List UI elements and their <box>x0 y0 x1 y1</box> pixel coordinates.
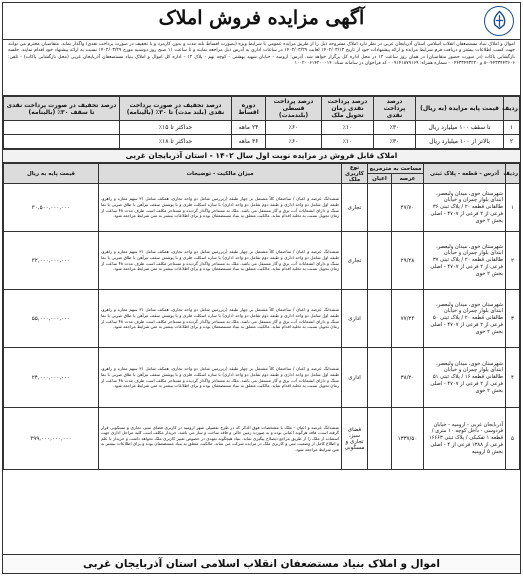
installment-cell <box>4 135 120 149</box>
property-base-price: ۳۹۹,۰۰۰,۰۰۰,۰۰۰ <box>4 408 99 470</box>
installment-header-cell: درصد تخفیف در صورت پرداخت نقدی تا سقف ۳۰٪ (بالینامه) <box>4 97 120 121</box>
intro-paragraph: اموال و املاک بنیاد مستضعفان انقلاب اسلامی استان آذربایجان غربی در نظر دارد املاک مشروحه ذیل را از طریق مزایده عمومی با شرایط ویژه (بصورت اقساط بلند مدت و بدون کارمزد و با تخفیف در صورت پرداخت نقدی) واگذار نماید. متقاضیان محترم می توانند جهت کسب اطلاعات بیشتر و دریافت فرم شرایط مزایده و ارائه پیشنهادات خود از تاریخ ۱۴۰۲/۰۳/۱۳ لغایت ۱۴۰۲/۰۳/۲۹ در ساعات اداری به آدرس ذیل مراجعه نمایند و تا ساعت ۱۱ صبح روز دوشنبه مورخ ۱۴۰۲/۰۳/۲۹ نسبت به ارائه پیشنهاد خود اقدام نمایند. جلسه بازگشایی پاکات (در صورت حضور متقاضیان) در همان روز ساعت ۱۲ در محل اداره کل برگزار خواهد شد. آدرس: ارومیه - خیابان شهید بهشتی - کوچه نهم - پلاک ۱۲ - اداره کل اموال و املاک بنیاد مستضعفان آذربایجان غربی (محل بازگشایی پاکات) - تلفن: ۰۴۴۳۳۴۴۳۶۰۶-۸ و ۰۴۴۳۳۴۴۳۲۲۰ - شماره همراه: ۰۹۱۴۱۸۷۹۱۶۹ - کد فراخوان در سامانه ستاد: ۱۰۰۲۰۰۶۱۴۲۰۰۰۱۴ <box>3 40 520 96</box>
property-description: ششدانگ عرصه و اعیان / ساختمان کلاً مشتمل بر چهار طبقه (زیرزمین شامل دو واحد تجاری، همکف شامل ۳۱ سهم مغازه و راهرو، طبقه اول شامل دو واحد اداری و طبقه دوم شامل دو واحد اداری) با سازه اسکلت فلزی و با پوشش سقف تیرآهن با طاق ضربی با نما سنگ و دارای انشعابات آب، برق و گاز مستقل می باشد. ملک به مستاجر واگذار گردیده و مستاجر مکلف است ظرف مدت ۴۸ ساعت از زمان تحویل نسبت به تخلیه اقدام نماید. مالکیت متعلق به بنیاد مستضعفان بوده و برای اطلاعات بیشتر به متن شرایط مراجعه شود. <box>99 290 342 348</box>
property-number: ۵ <box>506 408 520 470</box>
property-base-price: ۳۰,۵۰۰,۰۰۰,۰۰۰ <box>4 184 99 232</box>
installment-cell: ۲ <box>504 135 520 149</box>
installment-cell: ۳۶ ماهه <box>232 135 266 149</box>
property-land-area: ۲۹/۲۸ <box>392 232 424 290</box>
installment-cell: ۱ <box>504 121 520 135</box>
property-description: ششدانگ عرصه و اعیان / ساختمان کلاً مشتمل بر چهار طبقه (زیرزمین شامل دو واحد تجاری، همکف شامل ۳۱ سهم مغازه و راهرو، طبقه اول شامل دو واحد اداری و طبقه دوم شامل دو واحد اداری) با سازه اسکلت فلزی و با پوشش سقف تیرآهن با طاق ضربی با نما سنگ و دارای انشعابات آب، برق و گاز مستقل می باشد. ملک به مستاجر واگذار گردیده و مستاجر مکلف است ظرف مدت ۴۸ ساعت از زمان تحویل نسبت به تخلیه اقدام نماید. مالکیت متعلق به بنیاد مستضعفان بوده و برای اطلاعات بیشتر به متن شرایط مراجعه شود. <box>99 184 342 232</box>
property-usage: تجاری <box>342 232 368 290</box>
property-row <box>4 408 520 470</box>
property-base-price: ۳۲,۰۰۰,۰۰۰,۰۰۰ <box>4 232 99 290</box>
installment-row <box>4 121 520 135</box>
footer-organization: اموال و املاک بنیاد مستضعفان انقلاب اسلامی استان آذربایجان غربی <box>3 554 520 573</box>
installment-header-cell: قیمت پایه مزایده (به ریال) <box>416 97 504 121</box>
installment-cell: ٪۶۰ <box>266 135 322 149</box>
installment-header-cell: ردیف <box>504 97 520 121</box>
property-building-area <box>368 348 392 408</box>
installment-cell: ٪۱۰ <box>322 121 374 135</box>
property-description: ششدانگ عرصه و اعیان / ساختمان کلاً مشتمل بر چهار طبقه (زیرزمین شامل دو واحد تجاری، همکف شامل ۳۱ سهم مغازه و راهرو، طبقه اول شامل دو واحد اداری و طبقه دوم شامل دو واحد اداری) با سازه اسکلت فلزی و با پوشش سقف تیرآهن با طاق ضربی با نما سنگ و دارای انشعابات آب، برق و گاز مستقل می باشد. ملک به مستاجر واگذار گردیده و مستاجر مکلف است ظرف مدت ۴۸ ساعت از زمان تحویل نسبت به تخلیه اقدام نماید. مالکیت متعلق به بنیاد مستضعفان بوده و برای اطلاعات بیشتر به متن شرایط مراجعه شود. <box>99 232 342 290</box>
property-row <box>4 232 520 290</box>
col-land-header: عرصه <box>392 174 424 184</box>
property-row <box>4 348 520 408</box>
property-usage: اداری <box>342 348 368 408</box>
property-address: شهرستان خوی، میدان ولیعصر، ابتدای بلوار چمران و خیابان طالقانی قطعه ۱۶ / پلاک ثبتی ۵۱ فرعی از ۲ فرعی از ۴۷۰۷ - اصلی بخش ۲ خوی <box>424 348 506 408</box>
property-base-price: ۲۴,۰۰۰,۰۰۰,۰۰۰ <box>4 348 99 408</box>
installment-row <box>4 135 520 149</box>
auction-notice-page <box>2 2 521 574</box>
notice-header <box>3 3 520 40</box>
col-building-header: اعیان <box>368 174 392 184</box>
property-address: شهرستان خوی، میدان ولیعصر، ابتدای بلوار چمران و خیابان طالقانی قطعه ۲۰ / پلاک ثبتی ۳۶ فرعی از ۲ فرعی از ۴۷۰۷ - اصلی بخش ۲ خوی <box>424 184 506 232</box>
installment-header-cell: درصد تخفیف در صورت پرداخت نقدی (بلند مدت) تا ۳۰٪ (بالینامه) <box>120 97 232 121</box>
property-number: ۳ <box>506 290 520 348</box>
installment-cell: ٪۳۰ <box>374 135 416 149</box>
col-usage-header: نوع کاربری ملک <box>342 164 368 184</box>
property-land-area: ۱۳۳۷/۵۰ <box>392 408 424 470</box>
property-address: شهرستان خوی، میدان ولیعصر، ابتدای بلوار چمران و خیابان طالقانی قطعه ۲۰ / پلاک ثبتی ۳۷ فرعی از ۲ فرعی از ۴۷۰۷ - اصلی بخش ۲ خوی <box>424 232 506 290</box>
col-address-header: آدرس - قطعه - پلاک ثبتی <box>424 164 506 184</box>
installment-cell: ۲۴ ماهه <box>232 121 266 135</box>
property-land-area: ۳۸/۲۰ <box>392 348 424 408</box>
property-description: ششدانگ عرصه و اعیان - ملک با مشخصات فوق الذکر که در طرح تفصیلی شهر ارومیه در کاربری فضای سبز، تجاری و مسکونی قرار گرفته است، فاقد هرگونه اعیانی بوده و به صورت زمین خالی و فاقد ساخت و ساز می باشد. خریدار مکلف است کلیه مراحل اداری جهت استفاده از ملک را از طریق مراجع ذیصلاح پیگیری نماید. بنیاد هیچگونه تعهدی در خصوص تغییر کاربری ملک نخواهد داشت و خریدار با علم و اطلاع کامل از وضعیت ثبتی و کاربری ملک در مزایده شرکت می نماید. مالکیت متعلق به بنیاد مستضعفان بوده و برای اطلاعات بیشتر به متن شرایط مراجعه شود. <box>99 408 342 470</box>
installment-header-cell: درصد پرداخت نقدی زمان تحویل ملک <box>322 97 374 121</box>
col-description-header: میزان مالکیت - توضیحات <box>99 164 342 184</box>
installment-terms-table <box>3 96 520 149</box>
property-land-area: ۷۷/۲۴ <box>392 290 424 348</box>
property-address: آذربایجان غربی - ارومیه - خیابان فردوسی - داخل کوچه ۱۰ متری / قطعه ۱ تفکیکی / پلاک ثبتی ۱۶۶۶۳ فرعی از ۱۳۸۸ فرعی از ۴ - اصلی بخش ۵ ارومیه <box>424 408 506 470</box>
property-usage: تجاری <box>342 184 368 232</box>
property-description: ششدانگ عرصه و اعیان / ساختمان کلاً مشتمل بر چهار طبقه (زیرزمین شامل دو واحد تجاری، همکف شامل ۳۱ سهم مغازه و راهرو، طبقه اول شامل دو واحد اداری و طبقه دوم شامل دو واحد اداری) با سازه اسکلت فلزی و با پوشش سقف تیرآهن با طاق ضربی با نما سنگ و دارای انشعابات آب، برق و گاز مستقل می باشد. ملک به مستاجر واگذار گردیده و مستاجر مکلف است ظرف مدت ۴۸ ساعت از زمان تحویل نسبت به تخلیه اقدام نماید. مالکیت متعلق به بنیاد مستضعفان بوده و برای اطلاعات بیشتر به متن شرایط مراجعه شود. <box>99 348 342 408</box>
property-building-area <box>368 408 392 470</box>
property-building-area <box>368 232 392 290</box>
property-land-area: ۴۷/۷۰ <box>392 184 424 232</box>
property-number: ۲ <box>506 232 520 290</box>
installment-cell: حداکثر تا ۱۵٪ <box>120 121 232 135</box>
property-address: شهرستان خوی، میدان ولیعصر، ابتدای بلوار چمران و خیابان طالقانی قطعه ۲۰ / پلاک ثبتی ۵۰ فرعی از ۲ فرعی از ۴۷۰۷ - اصلی بخش ۲ خوی <box>424 290 506 348</box>
col-area-group-header: مساحت به مترمربع <box>368 164 424 174</box>
property-base-price: ۵۵,۰۰۰,۰۰۰,۰۰۰ <box>4 290 99 348</box>
installment-header-cell: درصد پرداخت قسطی (بلندمدت) <box>266 97 322 121</box>
page-title: آگهی مزایده فروش املاک <box>158 7 365 29</box>
property-building-area <box>368 290 392 348</box>
installment-cell <box>4 121 120 135</box>
property-table <box>3 163 520 470</box>
installment-cell: ٪۱۰ <box>322 135 374 149</box>
installment-cell: بالاتر از ۱۰۰ میلیارد ریال <box>416 135 504 149</box>
section-title: املاک قابل فروش در مزایده نوبت اول سال ۱۴۰۲ - استان آذربایجان غربی <box>3 149 520 163</box>
installment-cell: ٪۶۰ <box>266 121 322 135</box>
col-price-header: قیمت پایه به ریال <box>4 164 99 184</box>
property-usage: فضای سبز، تجاری و مسکونی <box>342 408 368 470</box>
installment-cell: تا سقف ۱۰۰ میلیارد ریال <box>416 121 504 135</box>
installment-header-cell: دوره اقساط <box>232 97 266 121</box>
col-row-header: ردیف <box>506 164 520 184</box>
property-usage: اداری <box>342 290 368 348</box>
installment-cell: حداکثر تا ۱۸٪ <box>120 135 232 149</box>
property-building-area <box>368 184 392 232</box>
property-number: ۱ <box>506 184 520 232</box>
property-row <box>4 290 520 348</box>
installment-cell: ٪۳۰ <box>374 121 416 135</box>
property-number: ۴ <box>506 348 520 408</box>
property-row <box>4 184 520 232</box>
installment-header-cell: درصد پرداخت نقدی <box>374 97 416 121</box>
